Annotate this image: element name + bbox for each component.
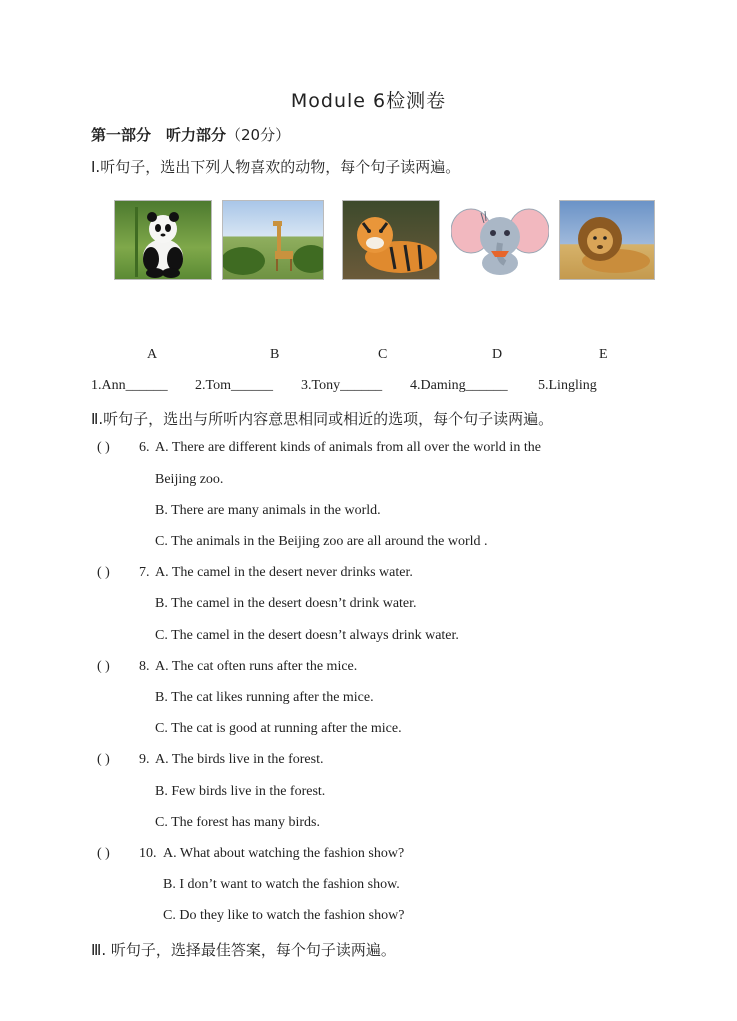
part-heading: [91, 124, 290, 145]
image-label: D: [492, 347, 503, 362]
option-a: A. There are different kinds of animals from all over the world in the: [155, 440, 541, 455]
answer-blank[interactable]: 2.Tom______: [195, 378, 273, 393]
option-a: A. What about watching the fashion show?: [163, 846, 405, 861]
question-number: 6.: [139, 440, 150, 455]
option-b: B. There are many animals in the world.: [155, 503, 381, 518]
section2-instruction: Ⅱ.听句子，选出与所听内容意思相同或相近的选项，每个句子读两遍。: [91, 410, 554, 428]
lion-image: [559, 200, 655, 280]
giraffe-image: [222, 200, 324, 280]
question-number: 7.: [139, 565, 150, 580]
option-c: C. The forest has many birds.: [155, 815, 320, 830]
image-label: C: [378, 347, 388, 362]
option-a: A. The camel in the desert never drinks water.: [155, 565, 413, 580]
question-number: 10.: [139, 846, 157, 861]
option-c: C. The animals in the Beijing zoo are all around the world .: [155, 534, 488, 549]
option-a: A. The cat often runs after the mice.: [155, 659, 358, 674]
option-c: C. The cat is good at running after the mice.: [155, 721, 402, 736]
option-b: B. I don’t want to watch the fashion show.: [163, 877, 400, 892]
question-number: 9.: [139, 752, 150, 767]
answer-blank[interactable]: 5.Lingling: [538, 378, 597, 393]
option-c: C. Do they like to watch the fashion show?: [163, 908, 405, 923]
page-title: Module 6检测卷: [290, 90, 447, 112]
panda-image: [114, 200, 212, 280]
option-b: B. Few birds live in the forest.: [155, 784, 326, 799]
section3-instruction: Ⅲ. 听句子，选择最佳答案，每个句子读两遍。: [91, 941, 396, 959]
answer-bracket[interactable]: ( ): [97, 659, 110, 674]
option-b: B. The cat likes running after the mice.: [155, 690, 374, 705]
question-number: 8.: [139, 659, 150, 674]
part-score: （20分）: [226, 126, 291, 144]
answer-blank[interactable]: 4.Daming______: [410, 378, 508, 393]
image-label: E: [599, 347, 608, 362]
answer-bracket[interactable]: ( ): [97, 565, 110, 580]
elephant-image: [450, 200, 550, 280]
option-b: B. The camel in the desert doesn’t drink water.: [155, 596, 417, 611]
answer-bracket[interactable]: ( ): [97, 440, 110, 455]
part-heading-text: 第一部分 听力部分: [91, 126, 227, 144]
option-a-continued: Beijing zoo.: [155, 472, 224, 487]
answer-bracket[interactable]: ( ): [97, 846, 110, 861]
answer-blank[interactable]: 1.Ann______: [91, 378, 168, 393]
section1-instruction: Ⅰ.听句子，选出下列人物喜欢的动物，每个句子读两遍。: [91, 158, 461, 176]
image-label: B: [270, 347, 280, 362]
option-a: A. The birds live in the forest.: [155, 752, 324, 767]
option-c: C. The camel in the desert doesn’t always drink water.: [155, 628, 459, 643]
answer-blank[interactable]: 3.Tony______: [301, 378, 383, 393]
answer-bracket[interactable]: ( ): [97, 752, 110, 767]
tiger-image: [342, 200, 440, 280]
image-label: A: [147, 347, 158, 362]
